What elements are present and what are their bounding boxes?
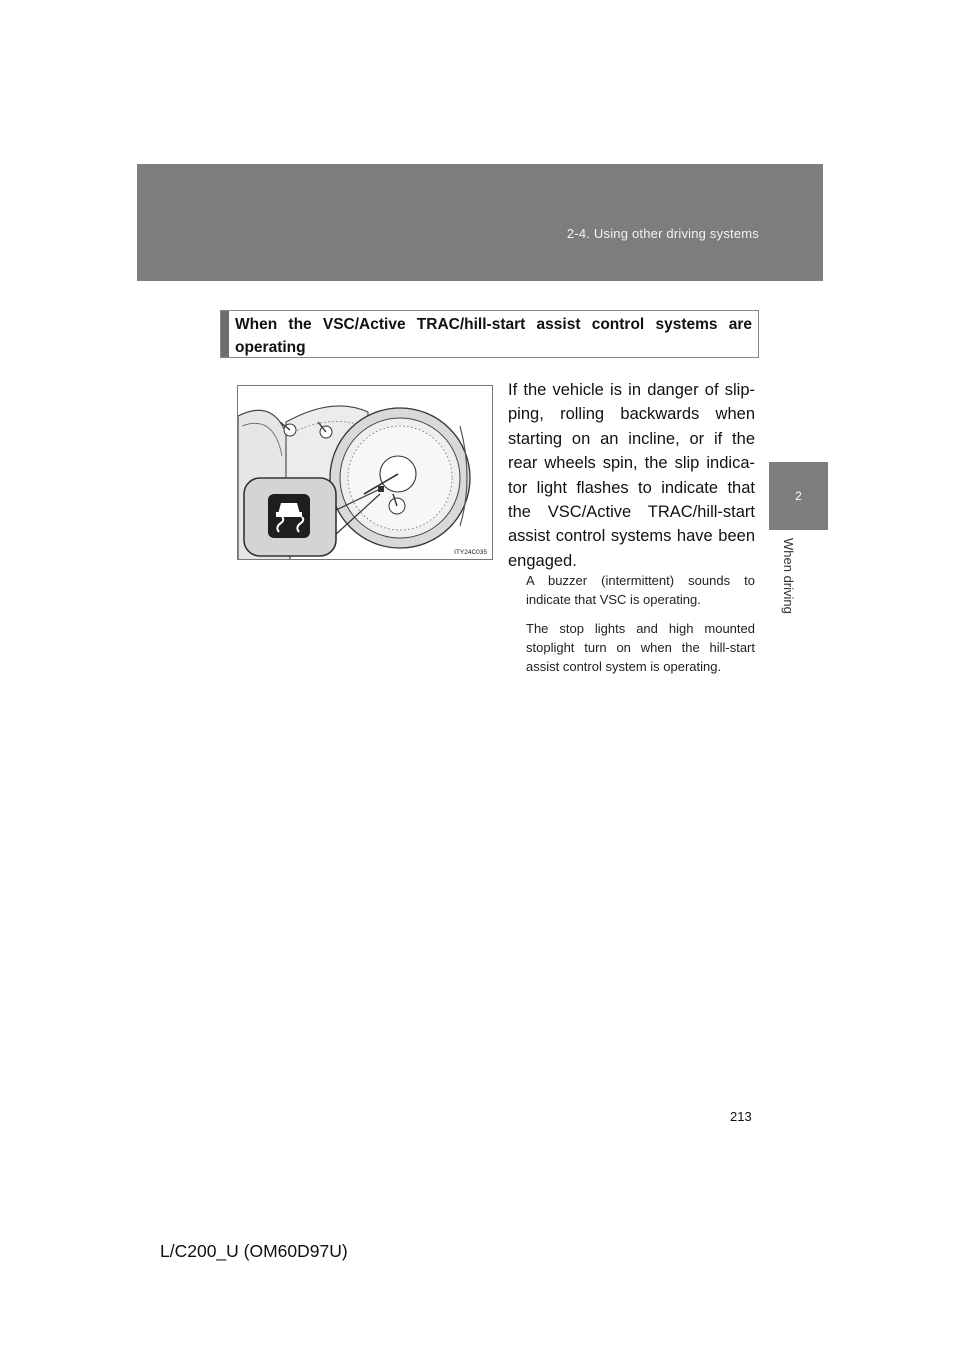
header-band <box>137 164 823 281</box>
page-number: 213 <box>730 1109 752 1124</box>
subheading-accent-bar <box>221 311 229 357</box>
note-stop-lights: The stop lights and high mounted stoplight turn on when the hill-start assist control system is operating. <box>526 621 755 674</box>
document-code: L/C200_U (OM60D97U) <box>160 1241 348 1261</box>
instrument-cluster-figure <box>237 385 493 560</box>
chapter-tab <box>769 462 828 530</box>
chapter-label: When driving <box>781 538 796 614</box>
chapter-number: 2 <box>795 489 802 503</box>
figure-code: ITY24C035 <box>454 549 487 556</box>
section-title: 2-4. Using other driving systems <box>566 226 759 241</box>
note-buzzer: A buzzer (intermittent) sounds to indicate that VSC is operating. <box>526 573 755 607</box>
vsc-slip-indicator-icon <box>268 494 310 538</box>
subheading-box <box>220 310 759 358</box>
instrument-cluster-illustration <box>238 386 493 560</box>
body-paragraph: If the vehicle is in danger of slip-ping, rolling backwards when starting on an incline, or if the rear wheels spin, the slip indica-tor light flashes to indicate that the VSC/Active TRAC/hill-start assist control systems have been engaged. <box>508 381 755 570</box>
subheading-text: When the VSC/Active TRAC/hill-start assist control systems are operating <box>235 316 752 356</box>
